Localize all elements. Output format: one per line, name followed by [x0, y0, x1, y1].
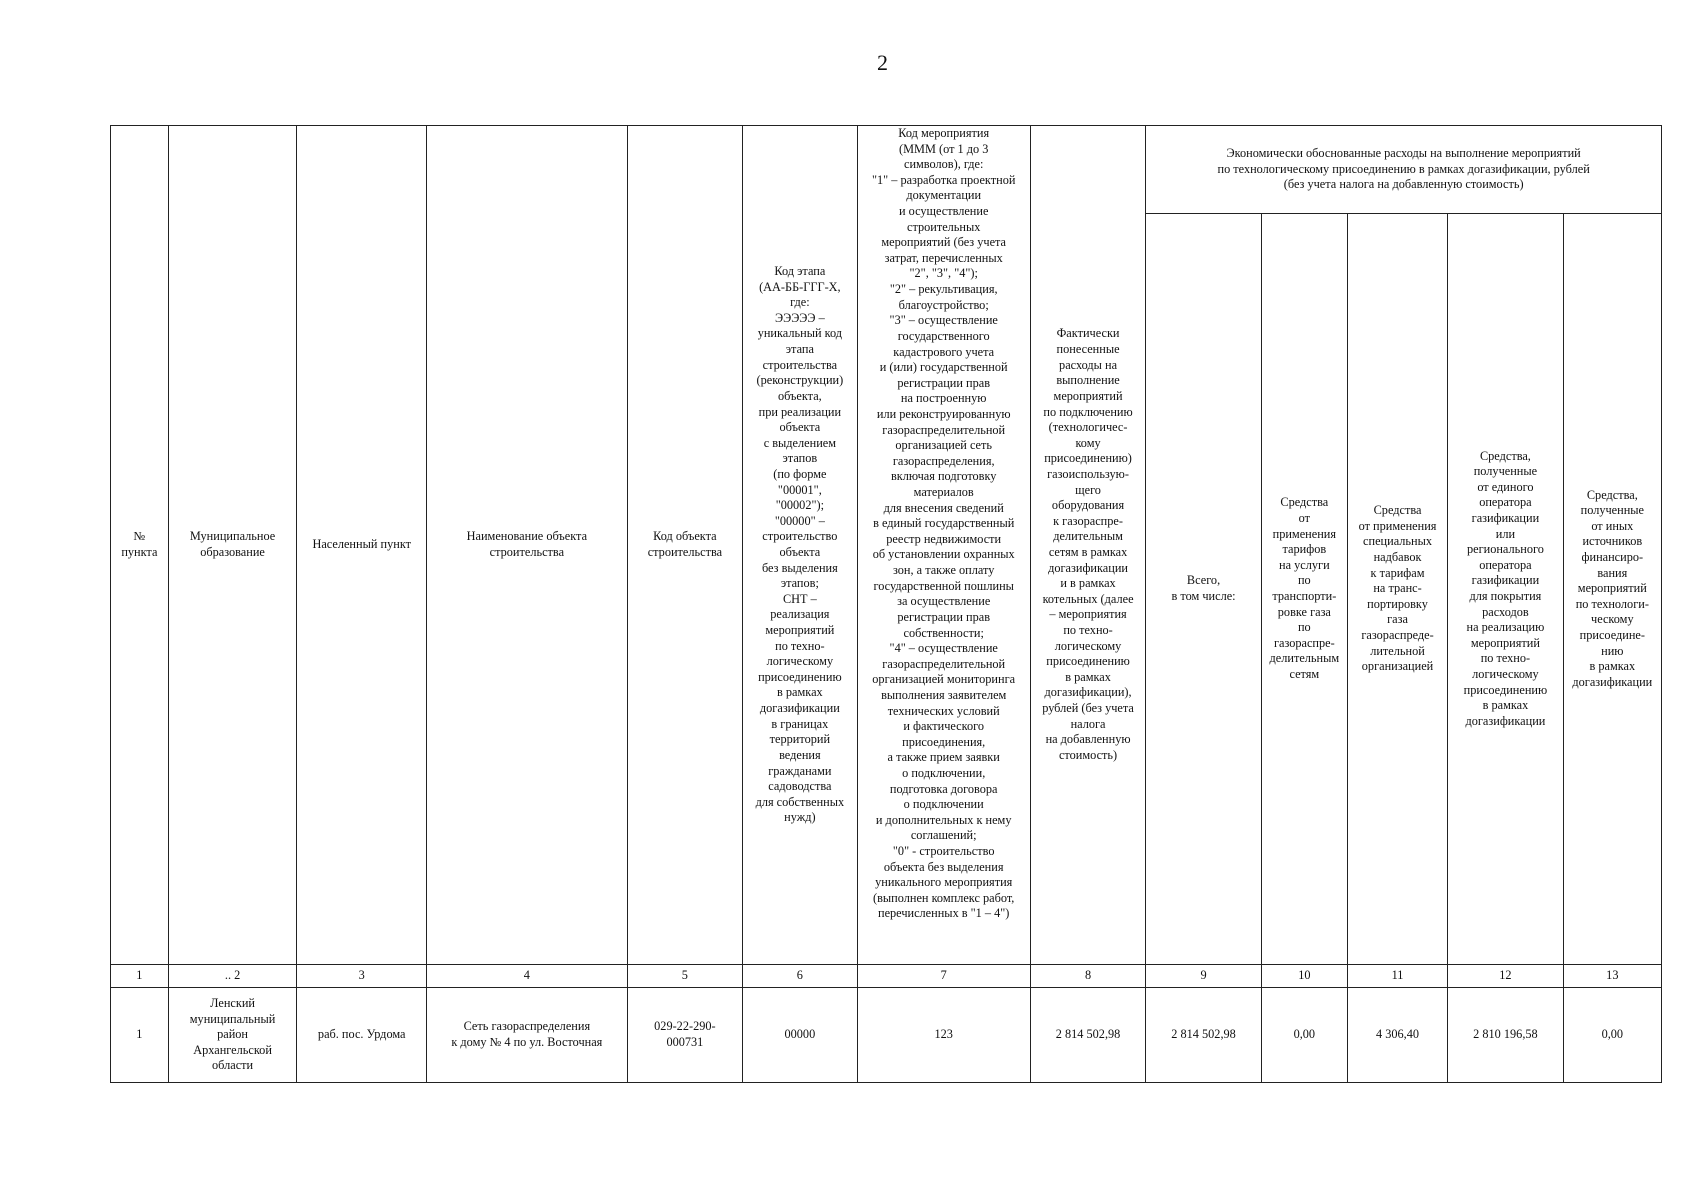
- column-number: 3: [297, 965, 427, 988]
- header-actual-costs: Фактически понесенные расходы на выполнение мероприятий по подключению (технологичес- кому присоединению) газоиспользую- щего оборудования к газораспре- делительным сетям в рамках догазификации и в рамках котельных (далее – мероприятия по техно- логическому присоединению в рамках догазификации), рублей (без учета налога на добавленную стоимость): [1030, 126, 1145, 965]
- header-event-code: Код мероприятия (МММ (от 1 до 3 символов), где: "1" – разработка проектной документации и осуществление строительных мероприятий (без учета затрат, перечисленных "2", "3", "4"); "2" – рекультивация, благоустройство; "3" – осуществление государственного кадастрового учета и (или) государственной регистрации прав на построенную или реконструированную газораспределительной организацией сеть газораспределения, включая подготовку материалов для внесения сведений в единый государственный реестр недвижимости об установлении охранных зон, а также оплату государственной пошлины за осуществление регистрации прав собственности; "4" – осуществление газораспределительной организацией мониторинга выполнения заявителем технических условий и фактического присоединения, а также прием заявки о подключении, подготовка договора о подключении и дополнительных к нему соглашений; "0" - строительство объекта без выделения уникального мероприятия (выполнен комплекс работ, перечисленных в "1 – 4"): [857, 126, 1030, 965]
- gasification-costs-table: [110, 125, 1662, 1083]
- table-row: [111, 988, 1662, 1083]
- cell-event-code: 123: [857, 988, 1030, 1083]
- page-number: 2: [877, 50, 888, 75]
- column-number: 5: [627, 965, 742, 988]
- column-number: .. 2: [168, 965, 297, 988]
- column-number: 4: [427, 965, 628, 988]
- cell-actual-costs: 2 814 502,98: [1030, 988, 1145, 1083]
- header-tariff-funds: Средства от применения тарифов на услуги по транспорти- ровке газа по газораспре- делительным сетям: [1261, 214, 1347, 965]
- column-number: 7: [857, 965, 1030, 988]
- column-number: 9: [1146, 965, 1261, 988]
- column-number: 6: [743, 965, 857, 988]
- cell-object-name: Сеть газораспределения к дому № 4 по ул. Восточная: [427, 988, 628, 1083]
- cell-stage-code: 00000: [743, 988, 857, 1083]
- column-number: 8: [1030, 965, 1145, 988]
- header-row-1: [111, 126, 1662, 214]
- header-item-number: № пункта: [111, 126, 169, 965]
- header-operator-funds: Средства, полученные от единого оператора газификации или регионального оператора газификации для покрытия расходов на реализацию мероприятий по техно- логическому присоединению в рамках догазификации: [1448, 214, 1563, 965]
- cell-settlement: раб. пос. Урдома: [297, 988, 427, 1083]
- cell-surcharge-funds: 4 306,40: [1347, 988, 1447, 1083]
- cell-item-number: 1: [111, 988, 169, 1083]
- header-other-sources: Средства, полученные от иных источников финансиро- вания мероприятий по технологи- ческому присоедине- нию в рамках догазификации: [1563, 214, 1661, 965]
- cell-municipality: Ленский муниципальный район Архангельской области: [168, 988, 297, 1083]
- header-object-name: Наименование объекта строительства: [427, 126, 628, 965]
- header-municipality: Муниципальное образование: [168, 126, 297, 965]
- cell-tariff-funds: 0,00: [1261, 988, 1347, 1083]
- cell-operator-funds: 2 810 196,58: [1448, 988, 1563, 1083]
- header-settlement: Населенный пункт: [297, 126, 427, 965]
- header-total: Всего, в том числе:: [1146, 214, 1261, 965]
- column-number: 12: [1448, 965, 1563, 988]
- cell-object-code: 029-22-290- 000731: [627, 988, 742, 1083]
- column-number-row: [111, 965, 1662, 988]
- column-number: 13: [1563, 965, 1661, 988]
- header-surcharge-funds: Средства от применения специальных надбавок к тарифам на транс- портировку газа газораспреде- лительной организацией: [1347, 214, 1447, 965]
- cell-total: 2 814 502,98: [1146, 988, 1261, 1083]
- cell-other-sources: 0,00: [1563, 988, 1661, 1083]
- column-number: 11: [1347, 965, 1447, 988]
- header-object-code: Код объекта строительства: [627, 126, 742, 965]
- column-number: 1: [111, 965, 169, 988]
- column-number: 10: [1261, 965, 1347, 988]
- header-economic-costs-group: Экономически обоснованные расходы на выполнение мероприятий по технологическому присоединению в рамках догазификации, рублей (без учета налога на добавленную стоимость): [1146, 126, 1662, 214]
- header-stage-code: Код этапа (АА-ББ-ГГГ-Х, где: ЭЭЭЭЭ – уникальный код этапа строительства (реконструкции) объекта, при реализации объекта с выделением этапов (по форме "00001", "00002"); "00000" – строительство объекта без выделения этапов; СНТ – реализация мероприятий по техно- логическому присоединению в рамках догазификации в границах территорий ведения гражданами садоводства для собственных нужд): [743, 126, 857, 965]
